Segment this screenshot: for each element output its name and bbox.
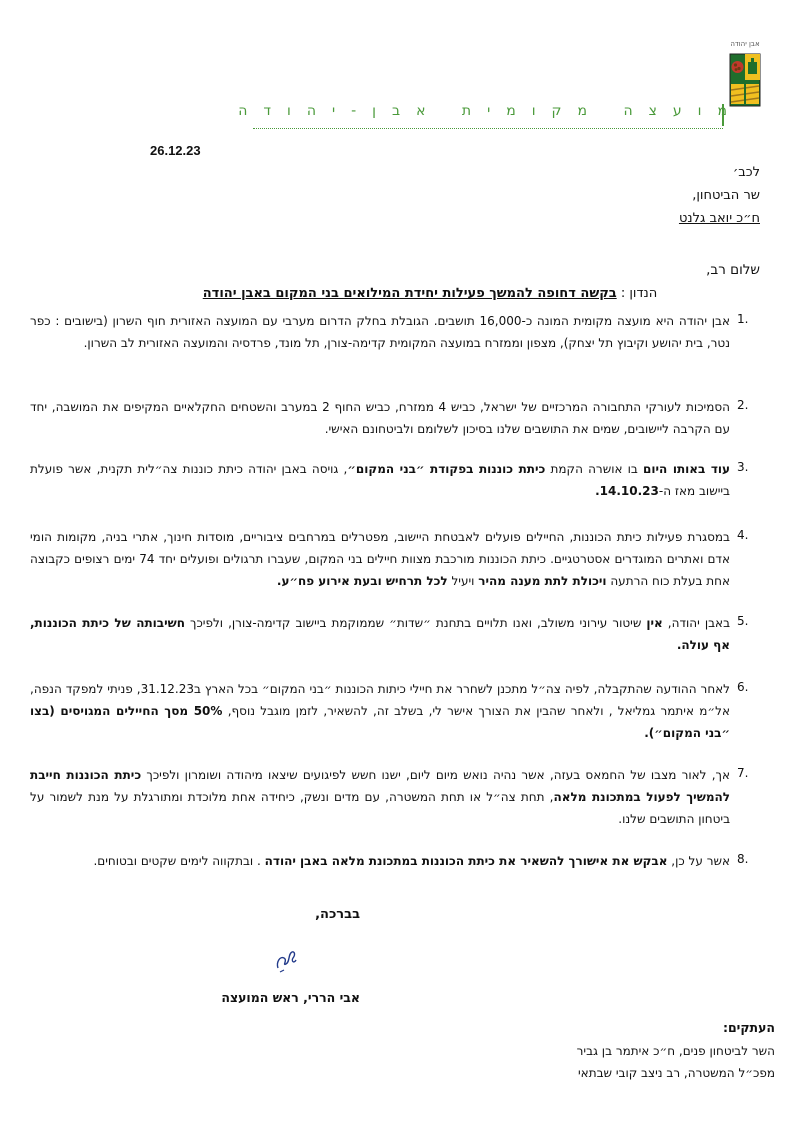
paragraph-text: , גויסה באבן יהודה כיתת כוננות צה״לית תקנית, אשר פועלת ביישוב מאז ה- — [30, 462, 730, 498]
paragraph-bold-text: כיתת הכוננות חייבת להמשיך לפעול במתכונת מלאה — [30, 768, 731, 804]
cc-line: השר לביטחון פנים, ח״כ איתמר בן גביר — [576, 1044, 775, 1058]
paragraph-number: 1. — [737, 312, 749, 326]
paragraph-bold-text: אבקש את אישורך להשאיר את כיתת הכוננות במתכונת מלאה באבן יהודה — [264, 854, 668, 868]
paragraph-bold-text: ויכולת לתת מענה מהיר — [478, 574, 607, 588]
paragraph-text: , תחת צה״ל או תחת המשטרה, עם מדים ונשק, כיחידה אחת מלוכדת ומתורגלת על מנת לשמור על ביטחון התושבים שלנו. — [30, 790, 730, 826]
paragraph-text: . ובתקווה לימים שקטים ובטוחים. — [93, 854, 265, 868]
paragraph-bold-text: חשיבותה של כיתת הכוננות, אף עולה. — [30, 616, 730, 652]
paragraph-text: באבן יהודה, — [662, 616, 731, 630]
signature-icon — [270, 942, 302, 974]
subject-text: בקשה דחופה להמשך פעילות יחידת המילואים בני המקום באבן יהודה — [202, 286, 617, 301]
paragraph-text: ויעיל — [447, 574, 479, 588]
paragraph-number: 8. — [737, 852, 749, 866]
paragraph-bold-text: אין — [646, 616, 663, 630]
paragraph — [30, 678, 730, 744]
paragraph-text: שיטור עירוני משולב, ואנו תלויים בתחנת ״שדות״ שממוקמת ביישוב קדימה-צורן, ולפיכך — [184, 616, 647, 630]
letterhead-divider — [253, 128, 723, 129]
paragraph-number: 2. — [737, 398, 749, 412]
recipient-name: ח״כ יואב גלנט — [678, 211, 760, 226]
paragraph-bold-text: 50% מסך החיילים המגויסים (בצו ״בני המקום״). — [30, 704, 730, 740]
letterhead-vertical-bar — [722, 104, 724, 126]
paragraph-text: במסגרת פעילות כיתת הכוננות, החיילים פועלים לאבטחת היישוב, מפטרלים במרחבים ציבוריים, מוסדות חינוך, אתרי בניה, מקומות הומי אדם ואתרים המוגדרים אסטרטגיים. כיתת הכוננות מורכבת מצוות חיילים בני המקום, שעברו תרגולים ופועלים יחד 74 ימים רצופים כקבוצה אחת בעלת כוח הרתעה — [30, 530, 730, 588]
cc-line: מפכ״ל המשטרה, רב ניצב קובי שבתאי — [577, 1066, 775, 1080]
council-logo — [729, 40, 761, 110]
subject-label: הנדון : — [620, 286, 658, 301]
paragraph-number: 4. — [737, 528, 749, 542]
paragraph — [30, 850, 730, 872]
paragraph — [30, 310, 730, 354]
paragraph-text: לאחר ההודעה שהתקבלה, לפיה צה״ל מתכנן לשחרר את חיילי כיתות הכוננות ״בני המקום״ בכל הארץ ב31.12.23, פניתי למפקד הנפה, אל״מ איתמר גמליאל , ולאחר שהבין את הצורך אישר לי, בשלב זה, להשאיר, לזמן מוגבל נוסף, — [30, 682, 730, 718]
paragraph-text: אך, לאור מצבו של החמאס בעזה, אשר נהיה נואש מיום ליום, ישנו חשש לפיגועים שיצאו מיהודה ושומרון ולפיכך — [141, 768, 730, 782]
paragraph-text: אבן יהודה היא מועצה מקומית המונה כ-16,000 תושבים. הגובלת בחלק הדרום מערבי עם המועצה האזורית חוף השרון (בישובים : כפר נטר, בית יהושע וקיבוץ תל יצחק), מצפון וממזרח במועצה המקומית קדימה-צורן, תל מונד, פרדסיה והמועצה האזורית לב השרון. — [30, 314, 731, 350]
council-name: מועצה מקומית אבן-יהודה — [238, 103, 743, 119]
subject-line — [100, 286, 760, 301]
paragraph — [30, 612, 730, 656]
cc-title: העתקים: — [722, 1020, 775, 1035]
paragraph — [30, 764, 730, 830]
greeting: שלום רב, — [706, 262, 760, 278]
signer: אבי הררי, ראש המועצה — [221, 990, 360, 1005]
paragraph — [30, 396, 730, 440]
paragraph-bold-text: עוד באותו היום — [643, 462, 731, 476]
logo-caption: אבן יהודה — [730, 40, 760, 48]
paragraph-bold-text: כיתת כוננות בפקודת ״בני המקום״ — [347, 462, 546, 476]
paragraph-number: 6. — [737, 680, 749, 694]
paragraph-text: הסמיכות לעורקי התחבורה המרכזיים של ישראל, כביש 4 ממזרח, כביש החוף 2 במערב והשטחים החקלאיים המקיפים את המושבה, יחד עם הקרבה ליישובים, שמים את התושבים שלנו בסיכון לשלומם ולביטחונם האישי. — [30, 400, 731, 436]
recipient-to: לכב׳ — [732, 165, 760, 180]
closing: בברכה, — [315, 907, 360, 922]
paragraph — [30, 526, 730, 592]
paragraph-text: אשר על כן, — [667, 854, 730, 868]
paragraph-number: 7. — [737, 766, 749, 780]
paragraph-bold-text: 14.10.23. — [595, 484, 659, 498]
recipient-title: שר הביטחון, — [692, 188, 760, 203]
paragraph — [30, 458, 730, 502]
letter-date: 26.12.23 — [150, 143, 201, 158]
paragraph-number: 3. — [737, 460, 749, 474]
paragraph-number: 5. — [737, 614, 749, 628]
paragraph-bold-text: לכל תרחיש ובעת אירוע פח״ע. — [276, 574, 448, 588]
paragraph-text: בו אושרה הקמת — [545, 462, 644, 476]
